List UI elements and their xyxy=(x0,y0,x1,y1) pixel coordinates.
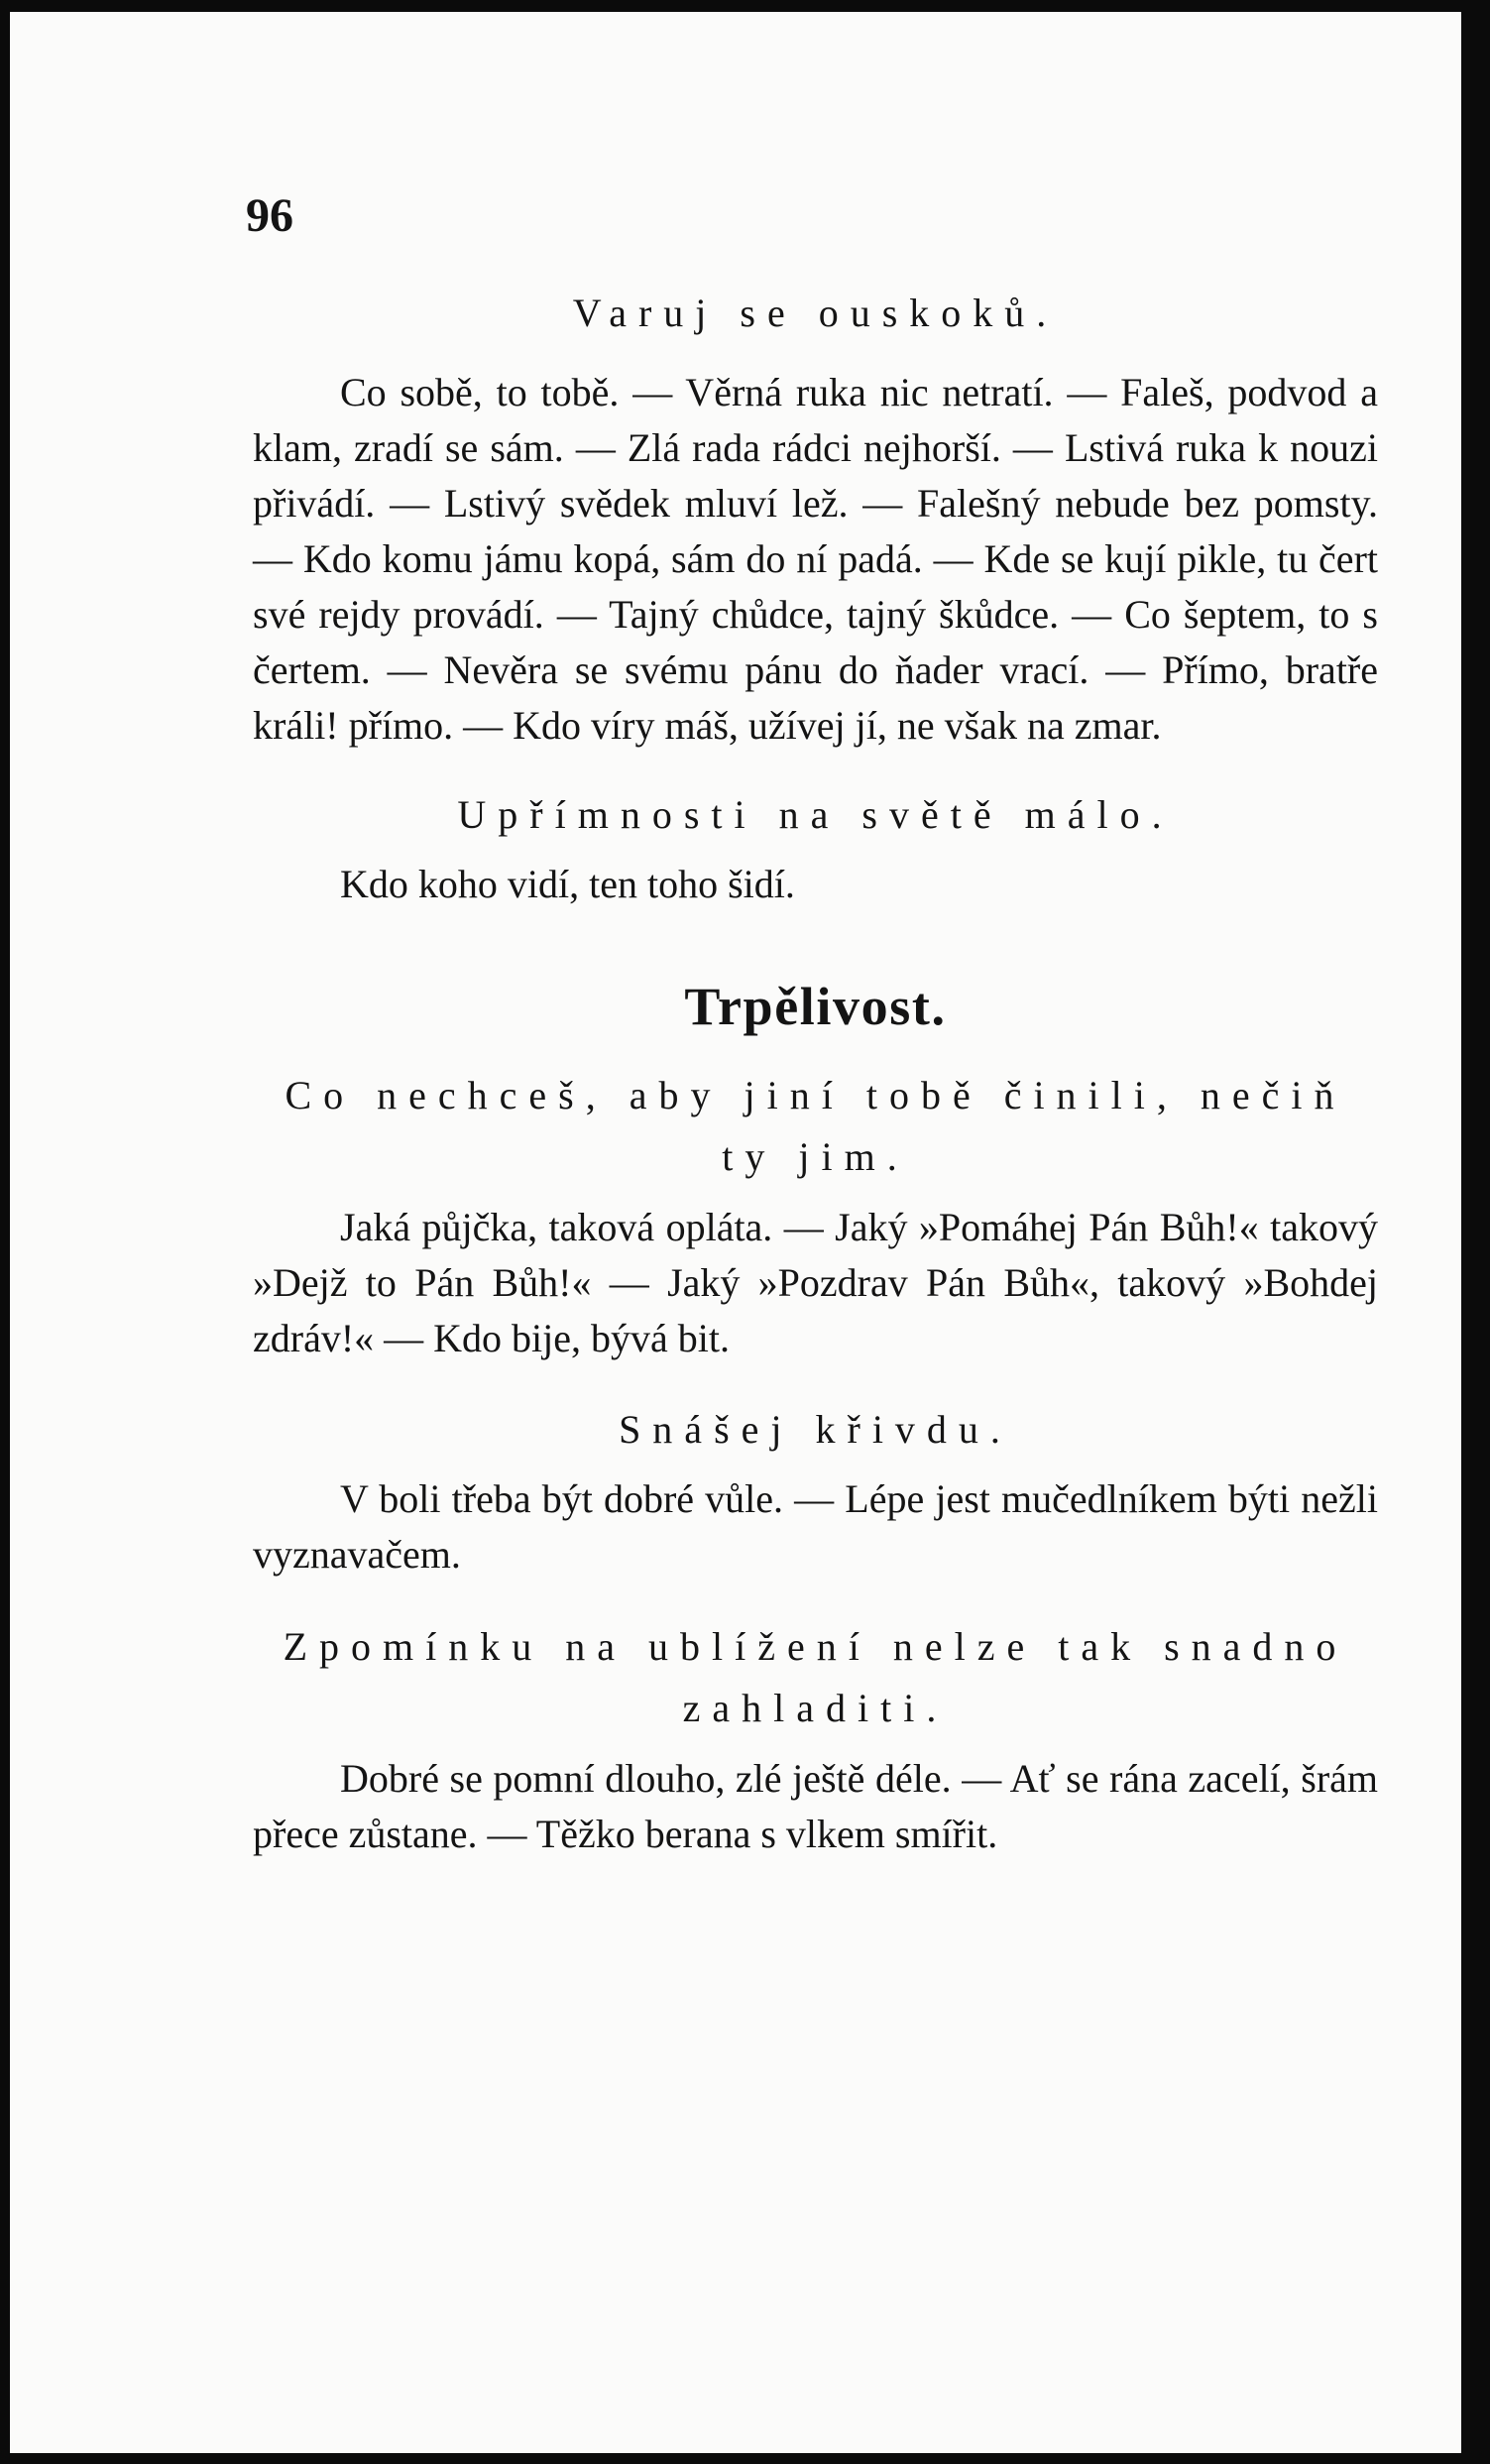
proverb-heading: Co nechceš, aby jiní tobě činili, nečiň ty jim. xyxy=(285,1073,1346,1179)
proverb-paragraph: Co sobě, to tobě. — Věrná ruka nic netratí. — Faleš, podvod a klam, zradí se sám. — Zlá rada rádci nejhorší. — Lstivá ruka k nouzi přivádí. — Lstivý svědek mluví lež. — Falešný nebude bez pomsty. — Kdo komu jámu kopá, sám do ní padá. — Kde se kují pikle, tu čert své rejdy provádí. — Tajný chůdce, tajný škůdce. — Co šeptem, to s čertem. — Nevěra se svému pánu do ňader vrací. — Přímo, bratře králi! přímo. — Kdo víry máš, užívej jí, ne však na zmar. xyxy=(253,370,1378,748)
proverb-heading: Upřímnosti na světě málo. xyxy=(457,792,1174,837)
page-content xyxy=(253,270,1378,1862)
proverb-paragraph: Jaká půjčka, taková opláta. — Jaký »Pomáhej Pán Bůh!« takový »Dejž to Pán Bůh!« — Jaký »Pozdrav Pán Bůh«, takový »Bohdej zdráv!« — Kdo bije, bývá bit. xyxy=(253,1205,1378,1360)
section-title: Trpělivost. xyxy=(684,977,947,1036)
proverb-paragraph: Kdo koho vidí, ten toho šidí. xyxy=(340,862,795,906)
proverb-heading: Zpomínku na ublížení nelze tak snadno zahladiti. xyxy=(283,1624,1348,1730)
proverb-heading: Snášej křivdu. xyxy=(619,1407,1012,1452)
proverb-paragraph: Dobré se pomní dlouho, zlé ještě déle. — Ať se rána zacelí, šrám přece zůstane. — Těžko berana s vlkem smířit. xyxy=(253,1756,1378,1856)
page-number: 96 xyxy=(246,189,293,242)
proverb-heading: Varuj se ouskoků. xyxy=(572,291,1059,335)
proverb-paragraph: V boli třeba být dobré vůle. — Lépe jest mučedlníkem býti nežli vyznavačem. xyxy=(253,1476,1378,1577)
book-page xyxy=(10,12,1461,2453)
